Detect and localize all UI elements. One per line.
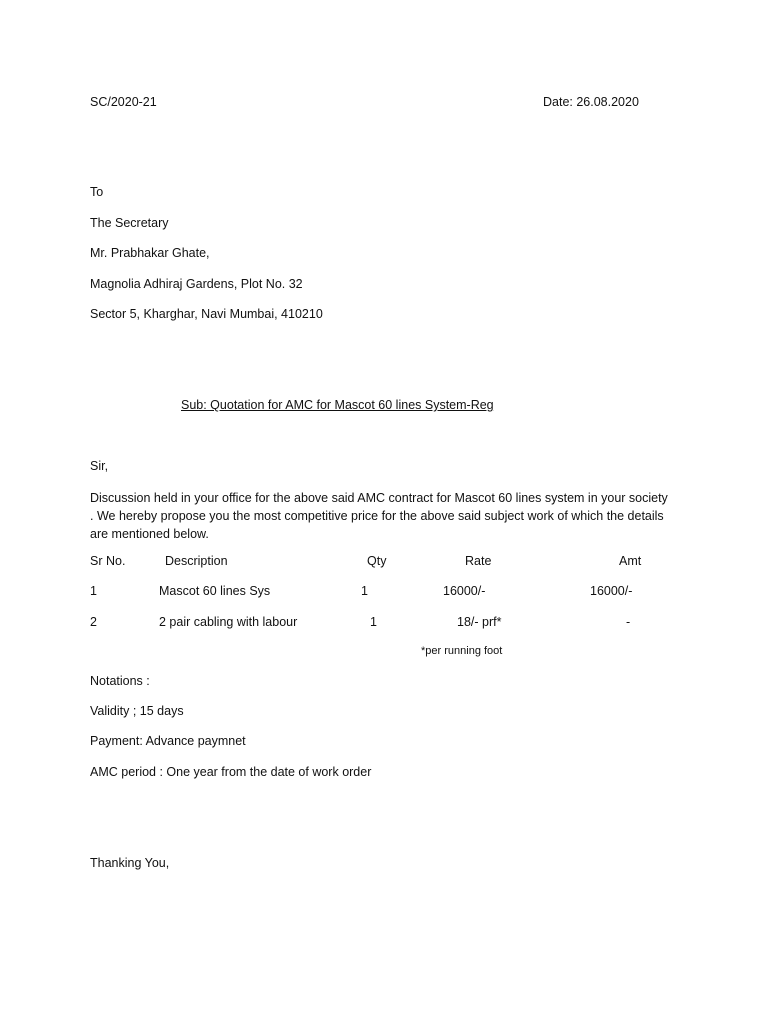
reference-number: SC/2020-21 xyxy=(90,95,157,109)
table-row-1-qty: 1 xyxy=(361,584,368,598)
address-line-4: Sector 5, Kharghar, Navi Mumbai, 410210 xyxy=(90,307,323,321)
address-line-1: The Secretary xyxy=(90,216,169,230)
table-row-2-description: 2 pair cabling with labour xyxy=(159,615,298,629)
table-row-2-sr: 2 xyxy=(90,615,97,629)
notation-payment: Payment: Advance paymnet xyxy=(90,734,246,748)
table-header-amt: Amt xyxy=(619,554,642,568)
table-header-qty: Qty xyxy=(367,554,387,568)
table-footnote: *per running foot xyxy=(421,645,503,657)
table-row-1-description: Mascot 60 lines Sys xyxy=(159,584,271,598)
table-row-1-sr: 1 xyxy=(90,584,97,598)
address-to: To xyxy=(90,185,104,199)
table-row-2-amt: - xyxy=(626,615,631,629)
letter-date: Date: 26.08.2020 xyxy=(543,95,639,109)
notations-heading: Notations : xyxy=(90,674,150,688)
closing-line: Thanking You, xyxy=(90,856,170,870)
address-line-2: Mr. Prabhakar Ghate, xyxy=(90,246,210,260)
body-paragraph: Discussion held in your office for the above said AMC contract for Mascot 60 lines system in your society . We hereby propose you the most competitive price for the above said subject work of which the details are mentioned below. xyxy=(90,491,668,541)
address-line-3: Magnolia Adhiraj Gardens, Plot No. 32 xyxy=(90,277,303,291)
table-row-2-qty: 1 xyxy=(370,615,377,629)
table-header-sr-no: Sr No. xyxy=(90,554,126,568)
notation-amc-period: AMC period : One year from the date of work order xyxy=(90,765,372,779)
table-row-2-rate: 18/- prf* xyxy=(457,615,502,629)
table-header-rate: Rate xyxy=(465,554,492,568)
notation-validity: Validity ; 15 days xyxy=(90,704,184,718)
subject-line: Sub: Quotation for AMC for Mascot 60 lines System-Reg xyxy=(181,398,494,412)
table-row-1-rate: 16000/- xyxy=(443,584,486,598)
salutation: Sir, xyxy=(90,459,109,473)
table-header-description: Description xyxy=(165,554,228,568)
table-row-1-amt: 16000/- xyxy=(590,584,633,598)
